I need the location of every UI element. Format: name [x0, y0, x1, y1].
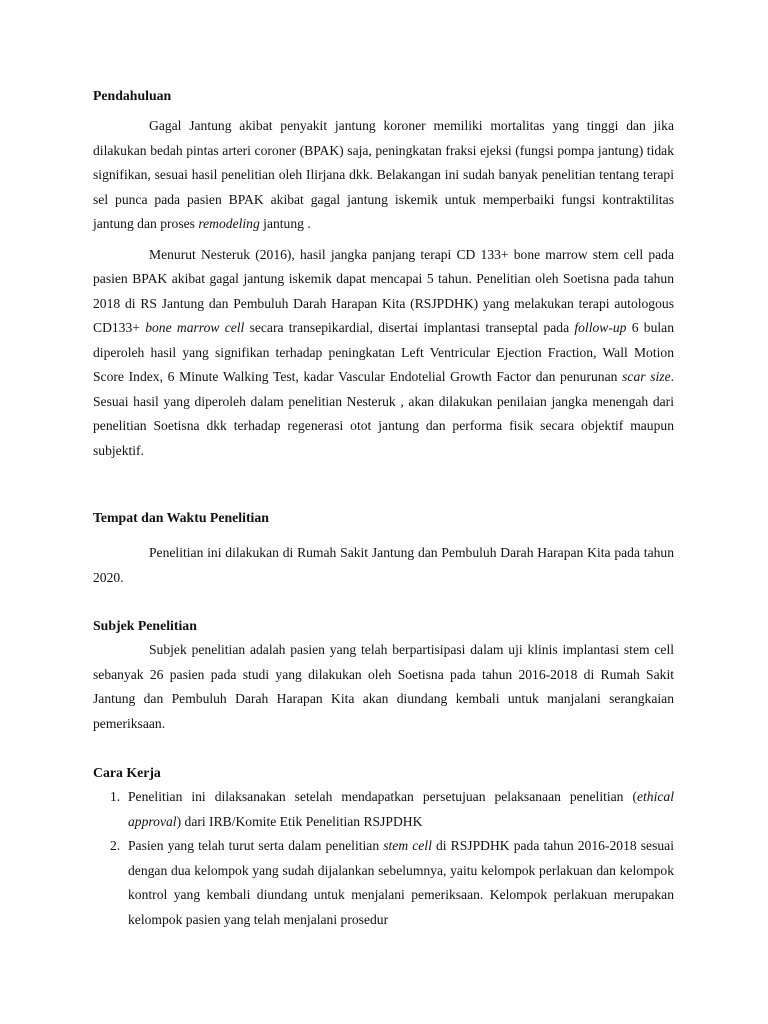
section-pendahuluan	[93, 84, 674, 463]
method-list	[93, 785, 674, 932]
list-item: 2. Pasien yang telah turut serta dalam penelitian stem cell di RSJPDHK pada tahun 2016-2018 sesuai dengan dua kelompok yang sudah dijalankan sebelumnya, yaitu kelompok perlakuan dan kelompok kontrol yang kembali diundang untuk menjalani pemeriksaan. Kelompok perlakuan merupakan kelompok pasien yang telah menjalani prosedur	[110, 838, 674, 927]
section-title: Cara Kerja	[93, 765, 161, 780]
list-item: 1. Penelitian ini dilaksanakan setelah mendapatkan persetujuan pelaksanaan penelitian (ethical approval) dari IRB/Komite Etik Penelitian RSJPDHK	[110, 789, 674, 829]
paragraph-intro-1: Gagal Jantung akibat penyakit jantung koroner memiliki mortalitas yang tinggi dan jika dilakukan bedah pintas arteri coroner (BPAK) saja, peningkatan fraksi ejeksi (fungsi pompa jantung) tidak signifikan, sesuai hasil penelitian oleh Ilirjana dkk. Belakangan ini sudah banyak penelitian tentang terapi sel punca pada pasien BPAK akibat gagal jantung iskemik untuk memperbaiki fungsi kontraktilitas jantung dan proses remodeling jantung .	[93, 118, 674, 231]
section-title: Tempat dan Waktu Penelitian	[93, 510, 269, 525]
section-subjek	[93, 614, 674, 736]
section-title: Subjek Penelitian	[93, 618, 197, 633]
section-title: Pendahuluan	[93, 88, 172, 103]
section-cara-kerja	[93, 761, 674, 932]
paragraph-subject: Subjek penelitian adalah pasien yang telah berpartisipasi dalam uji klinis implantasi stem cell sebanyak 26 pasien pada studi yang dilakukan oleh Soetisna pada tahun 2016-2018 di Rumah Sakit Jantung dan Pembuluh Darah Harapan Kita akan diundang kembali untuk manjalani serangkaian pemeriksaan.	[93, 642, 674, 731]
document-content	[93, 84, 674, 932]
paragraph-place: Penelitian ini dilakukan di Rumah Sakit Jantung dan Pembuluh Darah Harapan Kita pada tahun 2020.	[93, 545, 674, 585]
section-tempat-waktu	[93, 506, 674, 590]
paragraph-intro-2: Menurut Nesteruk (2016), hasil jangka panjang terapi CD 133+ bone marrow stem cell pada pasien BPAK akibat gagal jantung iskemik dapat mencapai 5 tahun. Penelitian oleh Soetisna pada tahun 2018 di RS Jantung dan Pembuluh Darah Harapan Kita (RSJPDHK) yang melakukan terapi autologous CD133+ bone marrow cell secara transepikardial, disertai implantasi transeptal pada follow-up 6 bulan diperoleh hasil yang signifikan terhadap peningkatan Left Ventricular Ejection Fraction, Wall Motion Score Index, 6 Minute Walking Test, kadar Vascular Endotelial Growth Factor dan penurunan scar size. Sesuai hasil yang diperoleh dalam penelitian Nesteruk , akan dilakukan penilaian jangka menengah dari penelitian Soetisna dkk terhadap regenerasi otot jantung dan performa fisik secara objektif maupun subjektif.	[93, 246, 675, 458]
